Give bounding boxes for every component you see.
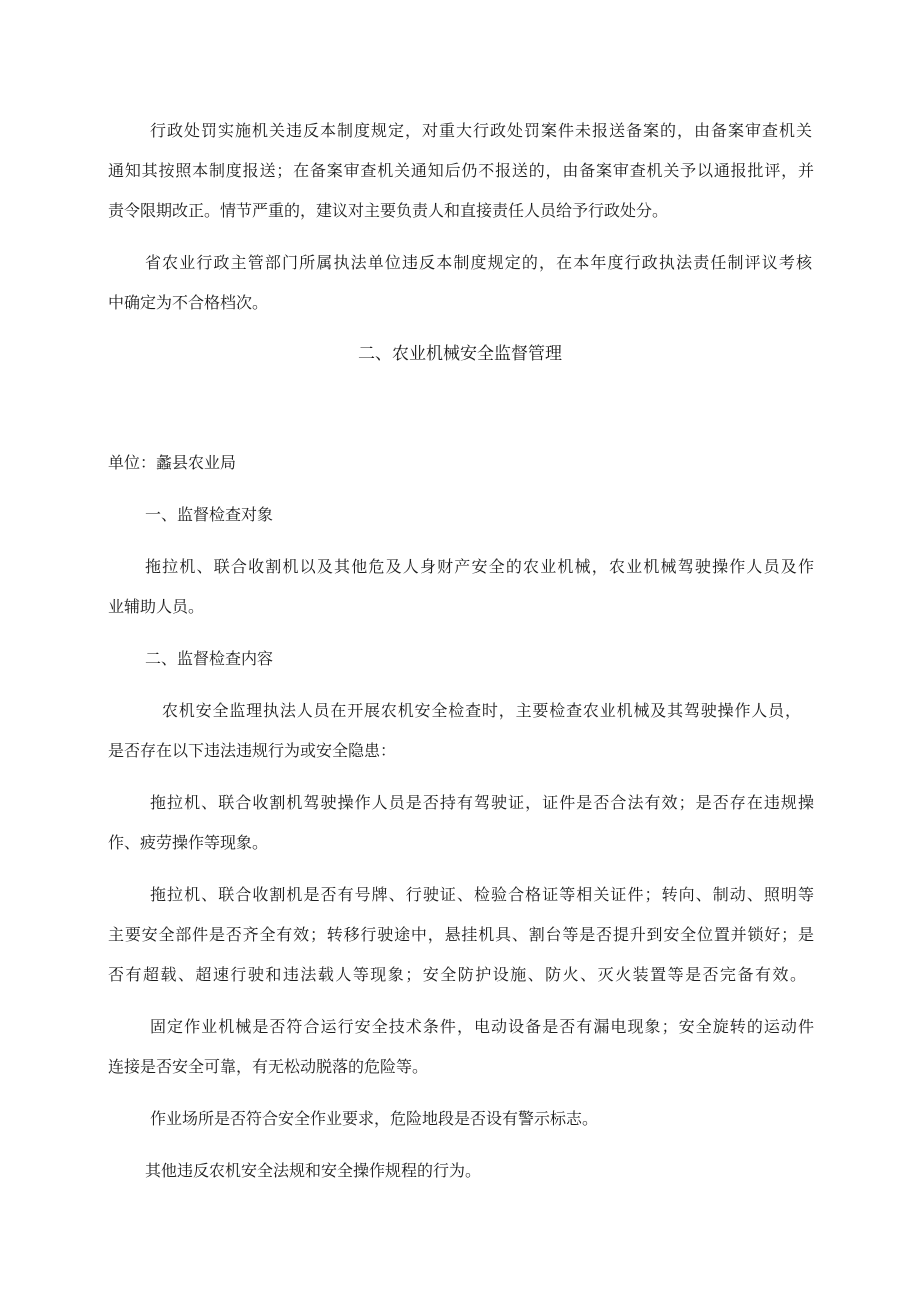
section-title: 二、农业机械安全监督管理 [358,344,562,364]
paragraph-line: 作、疲劳操作等现象。 [108,833,269,852]
paragraph-line: 连接是否安全可靠，有无松动脱落的危险等。 [108,1057,429,1076]
paragraph-line: 通知其按照本制度报送；在备案审查机关通知后仍不报送的，由备案审查机关予以通报批评，并 [108,161,814,180]
paragraph-line: 业辅助人员。 [108,597,205,616]
paragraph-line: 农机安全监理执法人员在开展农机安全检查时，主要检查农业机械及其驾驶操作人员， [162,701,801,720]
subsection-title: 一、监督检查对象 [145,505,274,524]
paragraph-line: 行政处罚实施机关违反本制度规定，对重大行政处罚案件未报送备案的，由备案审查机关 [150,121,812,140]
unit-label: 单位：蠡县农业局 [108,453,237,472]
paragraph-line: 拖拉机、联合收割机以及其他危及人身财产安全的农业机械，农业机械驾驶操作人员及作 [145,557,814,576]
paragraph-line: 是否存在以下违法违规行为或安全隐患： [108,741,397,760]
paragraph-line: 作业场所是否符合安全作业要求，危险地段是否设有警示标志。 [150,1109,599,1128]
paragraph-line: 责令限期改正。情节严重的，建议对主要负责人和直接责任人员给予行政处分。 [108,201,669,220]
paragraph-line: 其他违反农机安全法规和安全操作规程的行为。 [145,1161,482,1180]
paragraph-line: 拖拉机、联合收割机是否有号牌、行驶证、检验合格证等相关证件；转向、制动、照明等 [150,885,814,904]
paragraph-line: 主要安全部件是否齐全有效；转移行驶途中，悬挂机具、割台等是否提升到安全位置并锁好；是 [108,925,814,944]
subsection-title: 二、监督检查内容 [145,649,274,668]
paragraph-line: 拖拉机、联合收割机驾驶操作人员是否持有驾驶证，证件是否合法有效；是否存在违规操 [150,793,814,812]
paragraph-line: 否有超载、超速行驶和违法载人等现象；安全防护设施、防火、灭火装置等是否完备有效。 [108,965,806,984]
paragraph-line: 省农业行政主管部门所属执法单位违反本制度规定的，在本年度行政执法责任制评议考核 [145,253,812,272]
paragraph-line: 中确定为不合格档次。 [108,293,269,312]
paragraph-line: 固定作业机械是否符合运行安全技术条件，电动设备是否有漏电现象；安全旋转的运动件 [150,1017,814,1036]
